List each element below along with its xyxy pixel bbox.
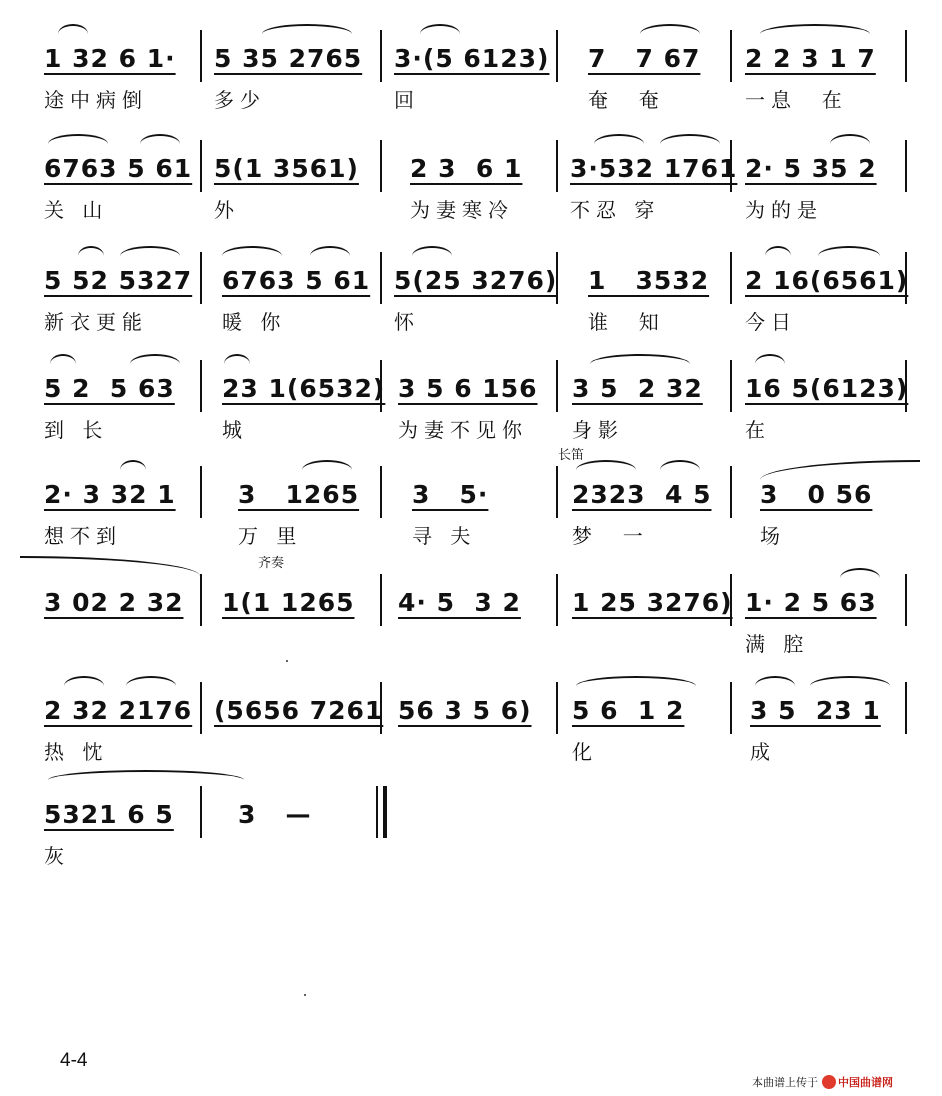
notation: 56 3 5 6) [398,696,532,725]
lyric: 成 [750,740,776,764]
score-row [0,660,942,764]
lyric: 新衣更能 [44,310,148,334]
lyric: 身影 [572,418,624,442]
notation: 3 5 23 1 [750,696,881,725]
notation: 3 5 6 156 [398,374,538,403]
measure [588,8,728,112]
lyric: 暖 你 [222,310,287,334]
lyric: 一息 在 [745,88,848,112]
logo-icon [822,1075,836,1089]
notation: 2· 3 32 1 [44,480,176,509]
lyric: 奄 奄 [588,88,665,112]
lyric: 回 [394,88,420,112]
lyric: 为妻寒冷 [410,198,514,222]
measure [572,552,733,652]
lyric: 满 腔 [745,632,810,656]
notation: 3·532 1761 [570,154,738,183]
notation: 6763 5 61 [44,154,193,183]
lyric: 化 [572,740,598,764]
barline [556,466,558,518]
notation: 5 52 5327 [44,266,193,295]
barline [556,682,558,734]
barline [905,574,907,626]
measure [214,118,374,222]
measure [572,660,728,764]
measure [745,8,900,112]
measure [398,338,554,442]
stray-dot [286,660,288,662]
ensemble-marking: 齐奏 [258,556,285,571]
measure [394,230,558,334]
notation: 2 16(6561) [745,266,909,295]
notation: 7 7 67 [588,44,701,73]
notation: 5321 6 5 [44,800,174,829]
lyric: 在 [745,418,771,442]
barline [730,682,732,734]
lyric: 为妻不见你 [398,418,528,442]
measure [222,552,377,652]
measure [214,660,384,760]
lyric: 关 山 [44,198,109,222]
barline [380,574,382,626]
barline [200,360,202,412]
measure [44,552,194,652]
barline [200,786,202,838]
measure [222,338,386,442]
notation: 1· 2 5 63 [745,588,877,617]
score-row [0,118,942,222]
measure [750,660,900,764]
lyric: 怀 [394,310,420,334]
measure [398,552,554,652]
notation: 2 3 6 1 [410,154,523,183]
score-row [0,444,942,548]
measure [44,338,194,442]
notation: 5 2 5 63 [44,374,175,403]
barline [380,466,382,518]
notation: 3·(5 6123) [394,44,550,73]
barline [200,574,202,626]
measure [44,230,194,334]
barline [200,30,202,82]
lyric: 梦 一 [572,524,649,548]
notation: 3 — [238,800,312,829]
footer-prefix: 本曲谱上传于 [752,1077,818,1089]
barline [556,360,558,412]
notation: 5 35 2765 [214,44,363,73]
measure [570,118,738,222]
lyric: 灰 [44,844,70,868]
footer [752,1074,893,1090]
measure [222,230,377,334]
barline [905,30,907,82]
lyric: 到 长 [44,418,109,442]
notation: (5656 7261 [214,696,384,725]
lyric: 途中病倒 [44,88,148,112]
lyric: 寻 夫 [412,524,477,548]
measure [745,338,909,442]
barline [380,30,382,82]
final-barline [376,786,378,838]
measure [238,764,368,864]
measure [44,8,194,112]
stray-dot [304,994,306,996]
barline [556,140,558,192]
lyric: 外 [214,198,240,222]
lyric: 今日 [745,310,797,334]
page-number: 4-4 [60,1050,88,1071]
barline [730,360,732,412]
measure [745,552,900,656]
notation: 3 0 56 [760,480,873,509]
barline [200,682,202,734]
notation: 23 1(6532) [222,374,386,403]
measure [238,444,378,548]
barline [200,252,202,304]
measure [214,8,374,112]
notation: 1 25 3276) [572,588,733,617]
notation: 2· 5 35 2 [745,154,877,183]
notation: 1 3532 [588,266,710,295]
barline [730,466,732,518]
lyric: 场 [760,524,786,548]
measure [588,230,728,334]
site-logo [822,1074,893,1090]
measure [44,660,194,764]
notation: 4· 5 3 2 [398,588,521,617]
measure [44,118,194,222]
notation: 3 02 2 32 [44,588,184,617]
measure [394,8,554,112]
measure [760,444,900,548]
notation: 5(25 3276) [394,266,558,295]
lyric: 不忍 穿 [570,198,661,222]
measure [44,444,194,548]
notation: 3 5· [412,480,489,509]
lyric: 想不到 [44,524,122,548]
measure [410,118,550,222]
lyric: 城 [222,418,248,442]
barline [380,252,382,304]
measure [412,444,552,548]
lyric: 万 里 [238,524,303,548]
notation: 1(1 1265 [222,588,355,617]
score-row [0,230,942,334]
barline [556,30,558,82]
notation: 2 2 3 1 7 [745,44,876,73]
instrument-marking: 长笛 [558,448,585,463]
score-row [0,8,942,112]
notation: 2323 4 5 [572,480,712,509]
score-row [0,552,942,656]
barline [200,466,202,518]
lyric: 热 忱 [44,740,109,764]
barline [200,140,202,192]
measure [745,230,909,334]
score-row [0,764,942,868]
notation: 5(1 3561) [214,154,359,183]
notation: 16 5(6123) [745,374,909,403]
notation: 6763 5 61 [222,266,371,295]
lyric: 多少 [214,88,266,112]
barline [730,30,732,82]
barline [905,682,907,734]
barline [380,140,382,192]
barline [556,574,558,626]
notation: 5 6 1 2 [572,696,685,725]
notation: 3 1265 [238,480,360,509]
measure [44,764,194,868]
lyric: 谁 知 [588,310,665,334]
barline [905,140,907,192]
site-name: 中国曲谱网 [838,1077,893,1089]
measure [745,118,900,222]
barline [730,252,732,304]
measure [572,444,728,548]
measure [398,660,554,760]
notation: 3 5 2 32 [572,374,703,403]
measure [572,338,728,442]
lyric: 为的是 [745,198,823,222]
score-row [0,338,942,442]
notation: 2 32 2176 [44,696,193,725]
notation: 1 32 6 1· [44,44,176,73]
